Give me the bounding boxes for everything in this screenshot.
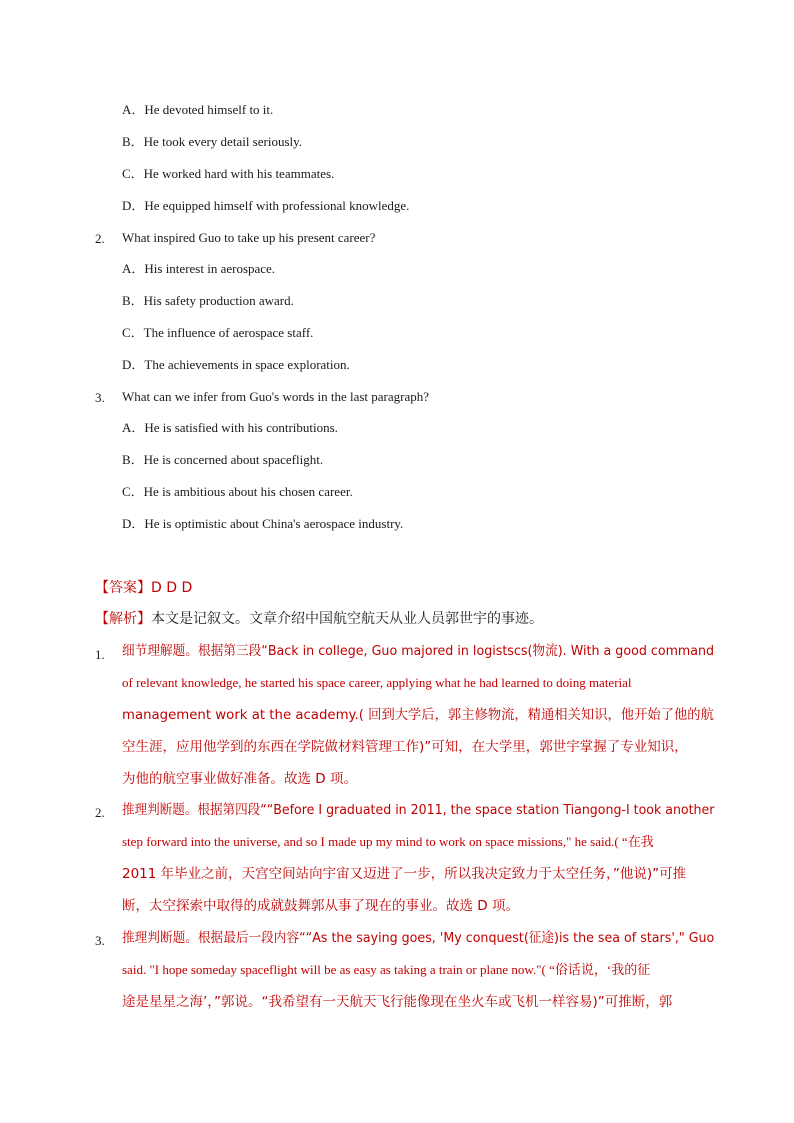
q2-option-a: A．His interest in aerospace.	[122, 261, 276, 276]
q2-option-c: C．The influence of aerospace staff.	[122, 325, 314, 340]
analysis-item-3-line-3: 途是星星之海’，”郭说。“我希望有一天航天飞行能像现在坐火车或飞机一样容易)”可推断，郭	[122, 994, 673, 1010]
analysis-item-3-number: 3.	[95, 933, 105, 948]
analysis-item-2-number: 2.	[95, 805, 105, 820]
analysis-item-3-line-2: said. "I hope someday spaceflight will be as easy as taking a train or plane now."( “俗话说，‘我的征	[122, 962, 651, 977]
analysis-item-3-line-1: 推理判断题。根据最后一段内容““As the saying goes, 'My conquest(征途)is the sea of stars'," Guo	[122, 930, 715, 946]
q3-option-d: D．He is optimistic about China's aerospace industry.	[122, 516, 404, 531]
q2-number: 2.	[95, 231, 105, 246]
analysis-item-2-line-3: 2011 年毕业之前，天宫空间站向宇宙又迈进了一步，所以我决定致力于太空任务，”他说)”可推	[122, 866, 687, 882]
q3-option-a: A．He is satisfied with his contributions.	[122, 420, 338, 435]
analysis-item-1-line-2: of relevant knowledge, he started his space career, applying what he had learned to doing material	[122, 675, 632, 690]
analysis-item-1-number: 1.	[95, 647, 105, 662]
analysis-intro: 本文是记叙文。文章介绍中国航空航天从业人员郭世宇的事迹。	[151, 611, 543, 627]
q3-text: What can we infer from Guo's words in the last paragraph?	[122, 389, 430, 404]
q2-option-b: B．His safety production award.	[122, 293, 294, 308]
analysis-item-2-line-4: 断，太空探索中取得的成就鼓舞郭从事了现在的事业。故选 D 项。	[122, 898, 519, 914]
analysis-label: 【解析】	[95, 611, 151, 627]
answer-label: 【答案】	[95, 580, 151, 596]
analysis-item-1-line-3: management work at the academy.( 回到大学后，郭主修物流，精通相关知识，他开始了他的航	[122, 707, 714, 723]
analysis-item-1-line-4: 空生涯，应用他学到的东西在学院做材料管理工作)”可知，在大学里，郭世宇掌握了专业知识，	[122, 739, 688, 755]
q1-option-b: B．He took every detail seriously.	[122, 134, 303, 149]
q3-option-c: C．He is ambitious about his chosen career.	[122, 484, 353, 499]
q2-text: What inspired Guo to take up his present career?	[122, 230, 376, 245]
q3-option-b: B．He is concerned about spaceflight.	[122, 452, 324, 467]
answer-line	[95, 579, 192, 597]
analysis-item-1-line-5: 为他的航空事业做好准备。故选 D 项。	[122, 771, 357, 787]
answer-value: D D D	[151, 580, 193, 596]
analysis-item-1-line-1: 细节理解题。根据第三段“Back in college, Guo majored in logistscs(物流). With a good command	[122, 643, 715, 659]
analysis-item-2-line-1: 推理判断题。根据第四段““Before I graduated in 2011, the space station Tiangong-I took another	[122, 802, 715, 818]
analysis-line	[95, 610, 543, 628]
q3-number: 3.	[95, 390, 105, 405]
analysis-item-2-line-2: step forward into the universe, and so I made up my mind to work on space missions," he said.( “在我	[122, 834, 654, 849]
q1-option-d: D．He equipped himself with professional knowledge.	[122, 198, 410, 213]
q1-option-c: C．He worked hard with his teammates.	[122, 166, 335, 181]
q1-option-a: A．He devoted himself to it.	[122, 102, 274, 117]
q2-option-d: D．The achievements in space exploration.	[122, 357, 350, 372]
